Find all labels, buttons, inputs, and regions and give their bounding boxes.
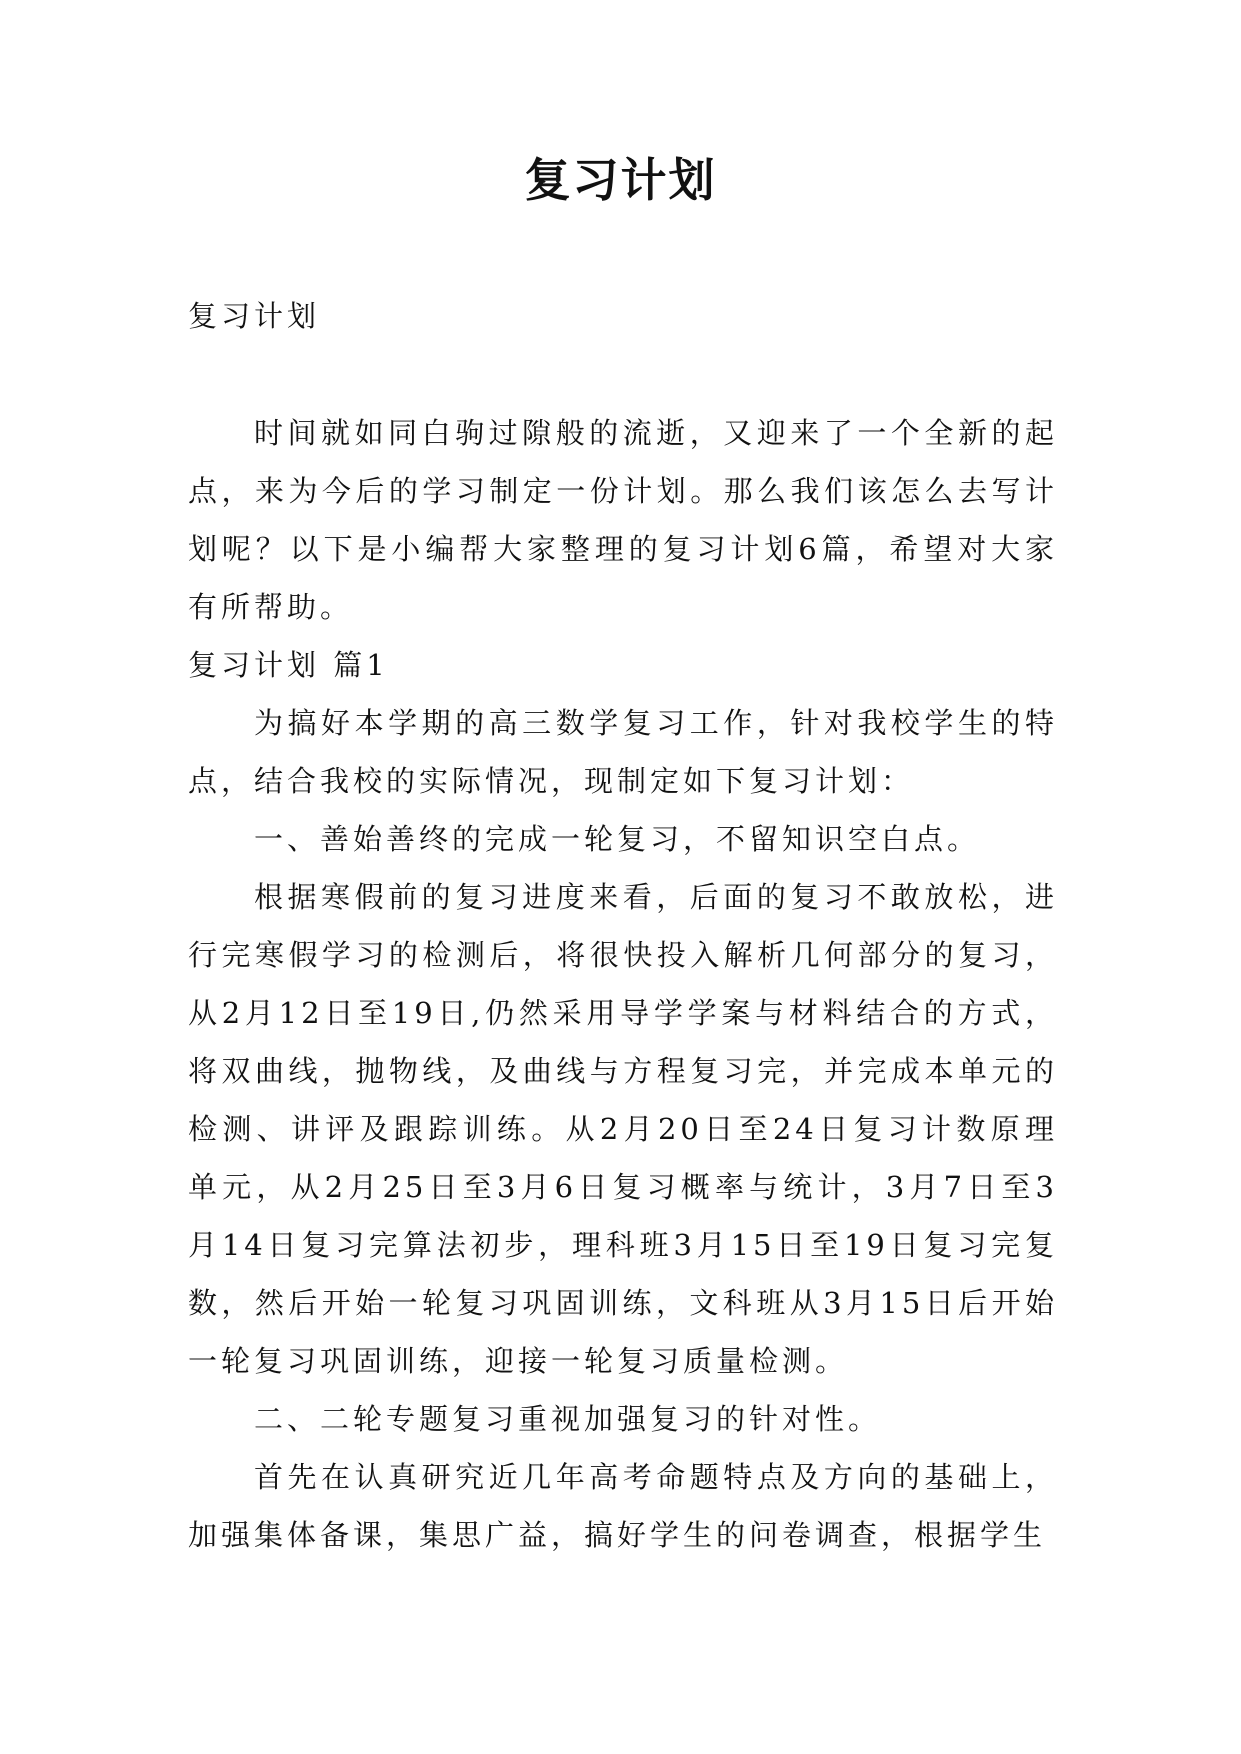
document-title: 复习计划: [524, 153, 717, 207]
paragraph-intro: 时间就如同白驹过隙般的流逝，又迎来了一个全新的起点，来为今后的学习制定一份计划。那么我们该怎么去写计划呢？以下是小编帮大家整理的复习计划6篇，希望对大家有所帮助。: [188, 416, 1058, 624]
paragraph-heading-two: 二、二轮专题复习重视加强复习的针对性。: [254, 1402, 882, 1436]
paragraph-heading-one: 一、善始善终的完成一轮复习，不留知识空白点。: [254, 822, 981, 856]
paragraph-schedule: 根据寒假前的复习进度来看，后面的复习不敢放松，进行完寒假学习的检测后，将很快投入解析几何部分的复习，从2月12日至19日,仍然采用导学学案与材料结合的方式，将双曲线，抛物线，及曲线与方程复习完，并完成本单元的检测、讲评及跟踪训练。从2月20日至24日复习计数原理单元，从2月25日至3月6日复习概率与统计，3月7日至3月14日复习完算法初步，理科班3月15日至19日复习完复数，然后开始一轮复习巩固训练，文科班从3月15日后开始一轮复习巩固训练，迎接一轮复习质量检测。: [188, 880, 1058, 1378]
document-body: [188, 404, 1058, 1564]
paragraph-purpose: 为搞好本学期的高三数学复习工作，针对我校学生的特点，结合我校的实际情况，现制定如下复习计划：: [188, 706, 1058, 798]
paragraph-research: 首先在认真研究近几年高考命题特点及方向的基础上，加强集体备课，集思广益，搞好学生的问卷调查，根据学生: [188, 1460, 1058, 1552]
document-subtitle: 复习计划: [188, 299, 321, 333]
section-heading-part1: 复习计划 篇1: [188, 648, 389, 682]
